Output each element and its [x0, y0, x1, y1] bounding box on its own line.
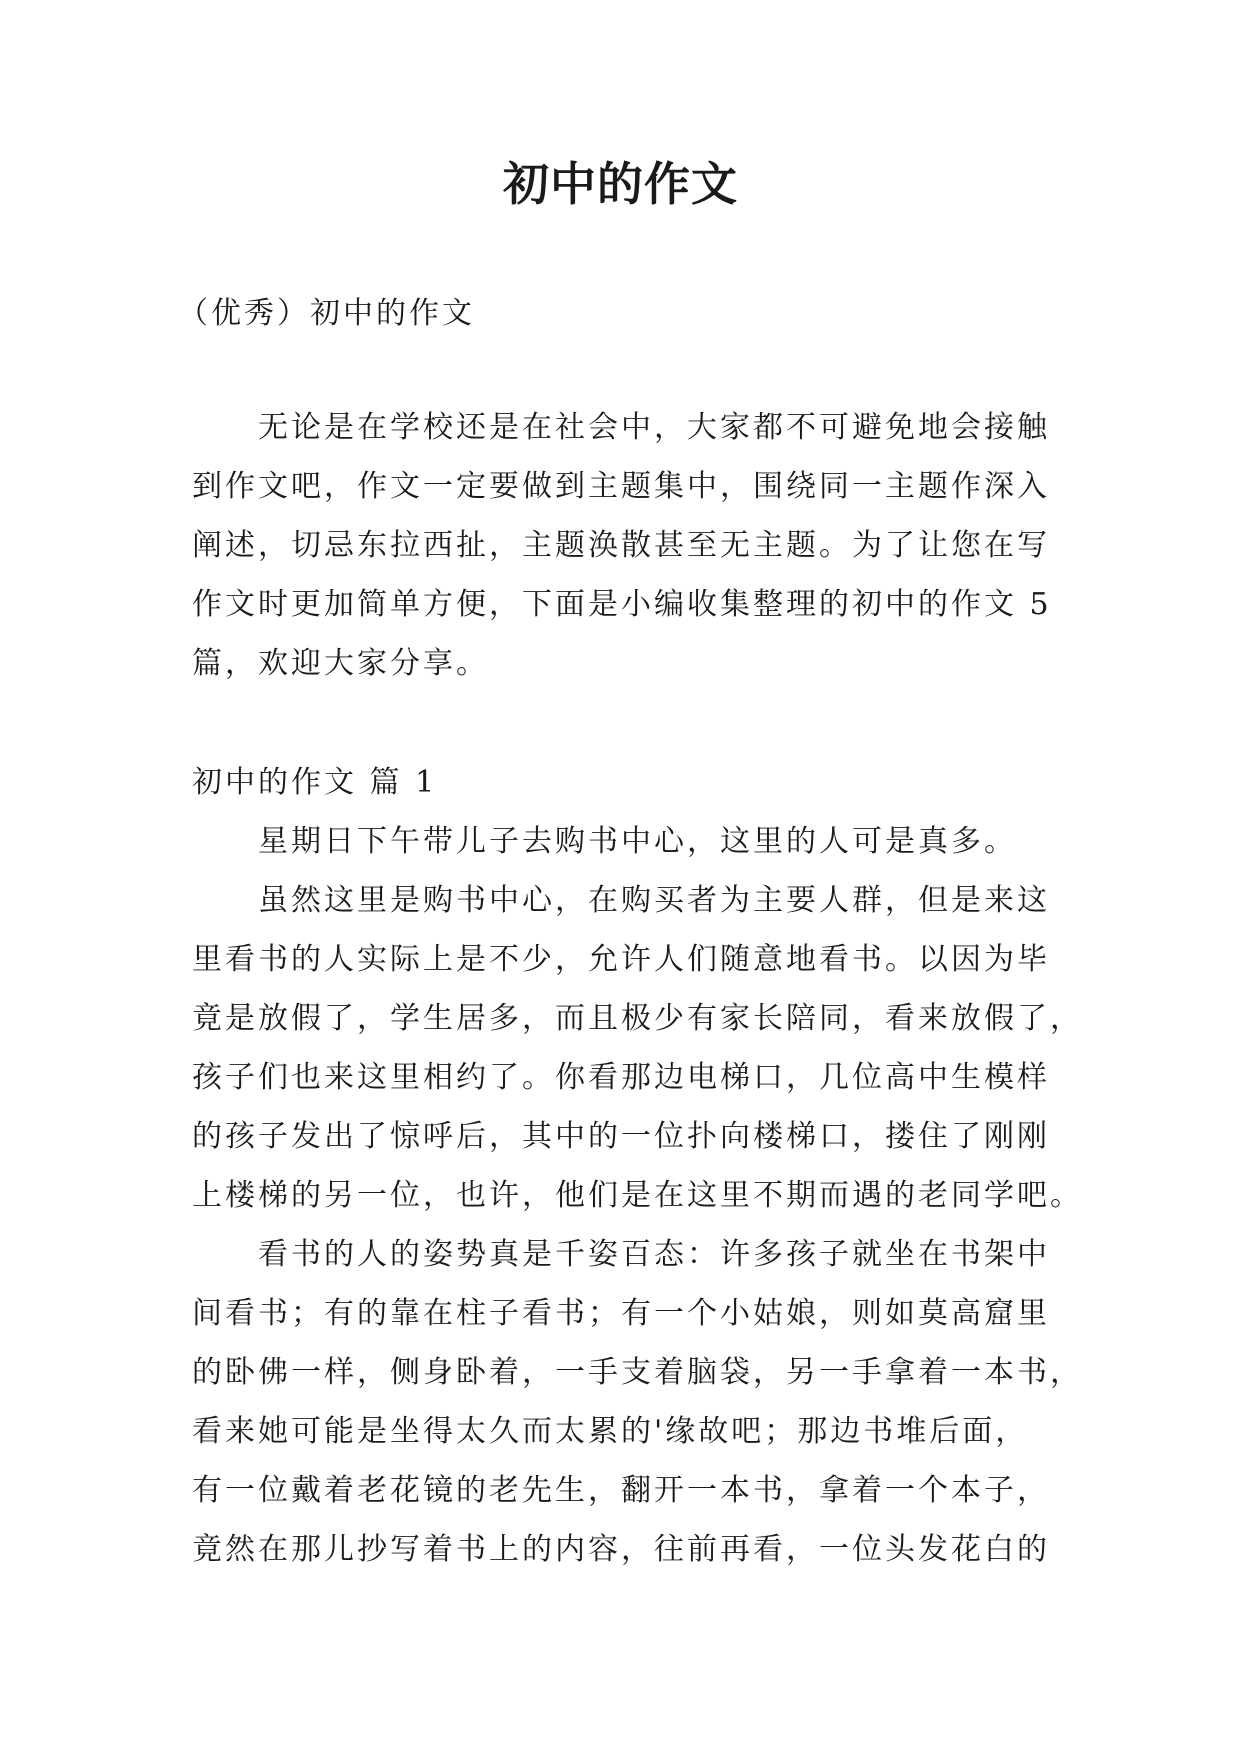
section-heading: 初中的作文 篇 1 — [192, 765, 438, 800]
text-line: 竟然在那儿抄写着书上的内容，往前再看，一位头发花白的 — [192, 1532, 1050, 1567]
text-line: 里看书的人实际上是不少，允许人们随意地看书。以因为毕 — [192, 942, 1050, 977]
text-line: 篇，欢迎大家分享。 — [192, 646, 489, 681]
text-line: 的卧佛一样，侧身卧着，一手支着脑袋，另一手拿着一本书， — [192, 1355, 1083, 1390]
text-line: 竟是放假了，学生居多，而且极少有家长陪同，看来放假了， — [192, 1001, 1083, 1036]
text-line: 上楼梯的另一位，也许，他们是在这里不期而遇的老同学吧。 — [192, 1178, 1083, 1213]
text-line: 阐述，切忌东拉西扯，主题涣散甚至无主题。为了让您在写 — [192, 528, 1050, 563]
text-line: 虽然这里是购书中心，在购买者为主要人群，但是来这 — [258, 883, 1050, 918]
text-line: 星期日下午带儿子去购书中心，这里的人可是真多。 — [258, 824, 1017, 859]
text-line: 无论是在学校还是在社会中，大家都不可避免地会接触 — [258, 410, 1050, 445]
text-line: 看书的人的姿势真是千姿百态：许多孩子就坐在书架中 — [258, 1237, 1050, 1272]
subtitle: （优秀）初中的作文 — [178, 296, 475, 331]
text-line: 作文时更加简单方便，下面是小编收集整理的初中的作文 5 — [192, 587, 1052, 622]
page-title: 初中的作文 — [503, 157, 738, 211]
text-line: 间看书；有的靠在柱子看书；有一个小姑娘，则如莫高窟里 — [192, 1296, 1050, 1331]
text-line: 的孩子发出了惊呼后，其中的一位扑向楼梯口，搂住了刚刚 — [192, 1119, 1050, 1154]
text-line: 到作文吧，作文一定要做到主题集中，围绕同一主题作深入 — [192, 469, 1050, 504]
text-line: 有一位戴着老花镜的老先生，翻开一本书，拿着一个本子， — [192, 1473, 1050, 1508]
text-line: 看来她可能是坐得太久而太累的'缘故吧；那边书堆后面， — [192, 1414, 1029, 1449]
text-line: 孩子们也来这里相约了。你看那边电梯口，几位高中生模样 — [192, 1060, 1050, 1095]
